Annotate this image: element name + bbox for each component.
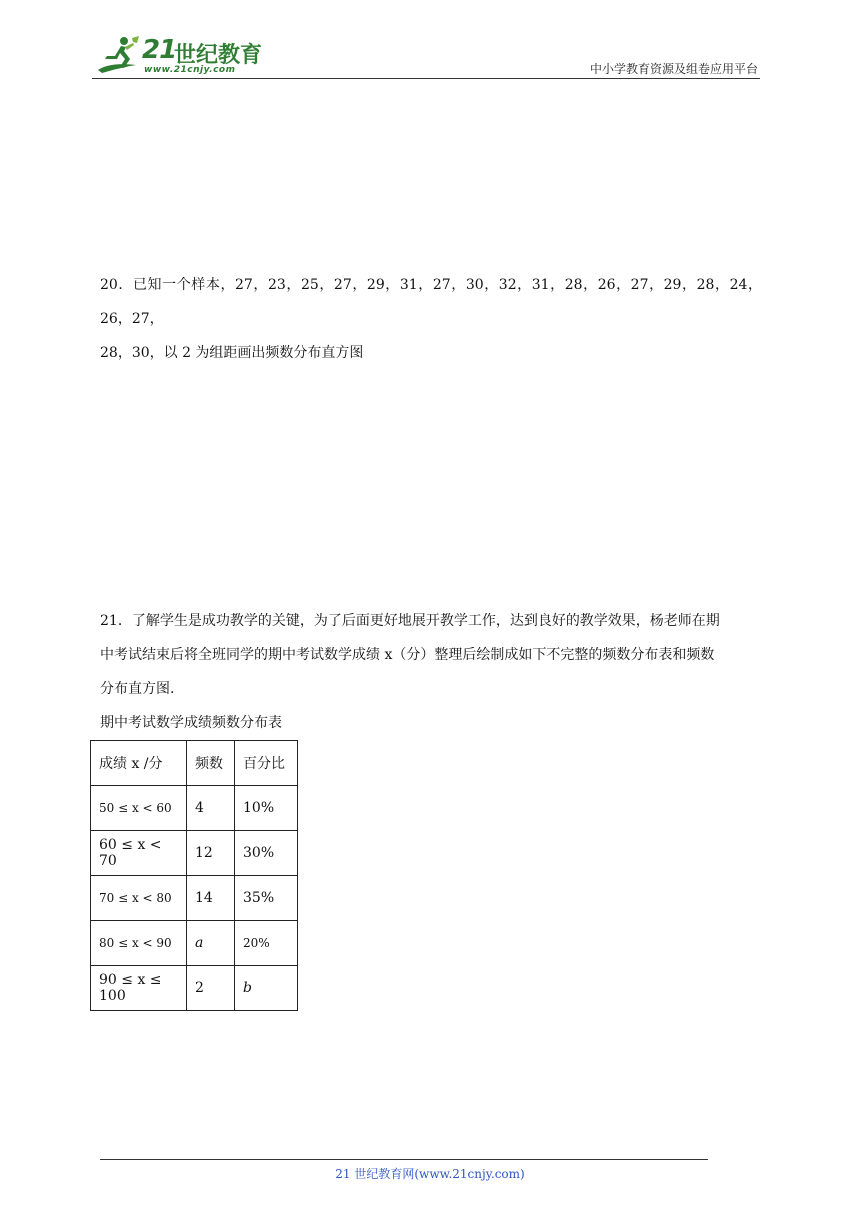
question-21-line-2: 中考试结束后将全班同学的期中考试数学成绩 x（分）整理后绘制成如下不完整的频数分布表和频数: [100, 647, 715, 663]
table-row: [91, 921, 298, 966]
cell-frequency: 12: [187, 831, 235, 876]
cell-range: 90 ≤ x ≤ 100: [91, 966, 187, 1011]
cell-frequency: 14: [187, 876, 235, 921]
cell-range: 70 ≤ x < 80: [91, 876, 187, 921]
cell-range: 50 ≤ x < 60: [91, 786, 187, 831]
page-header: [92, 30, 760, 79]
frequency-table: [90, 740, 298, 1011]
cell-frequency: 2: [187, 966, 235, 1011]
cell-percent: 30%: [235, 831, 298, 876]
cell-frequency: 4: [187, 786, 235, 831]
site-logo[interactable]: [92, 32, 262, 76]
question-21-line-1: 21．了解学生是成功教学的关键，为了后面更好地展开教学工作，达到良好的教学效果，杨老师在期: [100, 613, 720, 629]
table-row: [91, 966, 298, 1011]
question-20-line-1: 20．已知一个样本，27，23，25，27，29，31，27，30，32，31，28，26，27，29，28，24，26，27，: [100, 277, 762, 327]
question-21: [100, 604, 762, 706]
footer-text[interactable]: 21 世纪教育网(www.21cnjy.com): [335, 1167, 525, 1181]
header-cell-percent: 百分比: [235, 741, 298, 786]
question-20-line-2: 28，30，以 2 为组距画出频数分布直方图: [100, 345, 364, 361]
cell-range: 60 ≤ x < 70: [91, 831, 187, 876]
logo-text: 世纪教育: [174, 43, 263, 68]
footer-divider: [100, 1159, 708, 1160]
cell-range: 80 ≤ x < 90: [91, 921, 187, 966]
question-21-line-3: 分布直方图.: [100, 681, 175, 697]
header-cell-score: 成绩 x /分: [91, 741, 187, 786]
question-20: [100, 268, 762, 370]
logo-number: 21: [142, 35, 177, 65]
cell-percent: b: [235, 966, 298, 1011]
header-cell-frequency: 频数: [187, 741, 235, 786]
running-figure-icon: [96, 34, 140, 74]
cell-percent: 20%: [235, 921, 298, 966]
header-tagline: 中小学教育资源及组卷应用平台: [589, 62, 758, 76]
table-caption: 期中考试数学成绩频数分布表: [100, 715, 282, 731]
table-row: [91, 876, 298, 921]
cell-frequency: a: [187, 921, 235, 966]
cell-percent: 10%: [235, 786, 298, 831]
cell-percent: 35%: [235, 876, 298, 921]
table-header-row: [91, 741, 298, 786]
logo-url: www.21cnjy.com: [144, 65, 236, 75]
table-row: [91, 831, 298, 876]
table-row: [91, 786, 298, 831]
